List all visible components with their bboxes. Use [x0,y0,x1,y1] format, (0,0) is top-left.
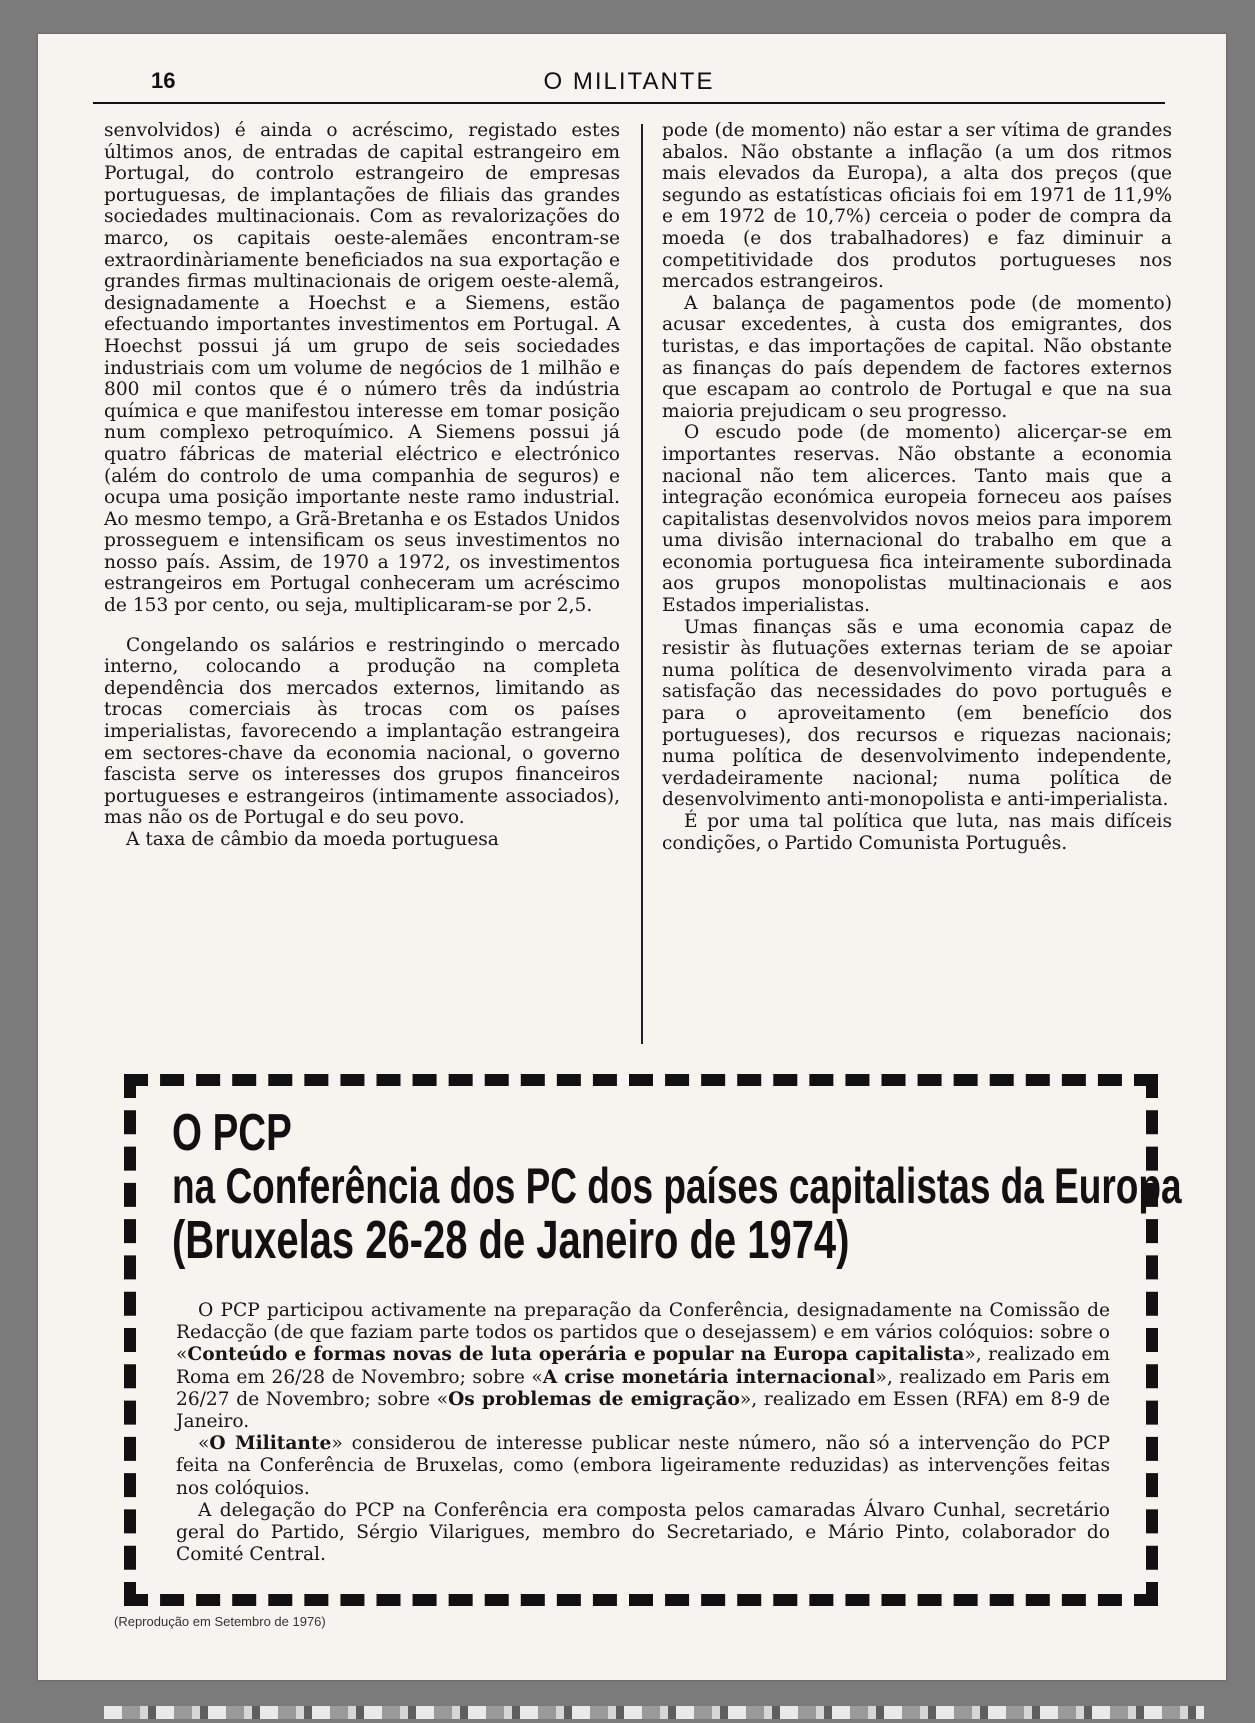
box-p1-text-g: », realizado em Essen (RFA) em 8-9 de Janeiro. [176,1388,1110,1433]
colloquium-title-essen: Os problemas de emigração [448,1388,740,1410]
box-paragraph-3: A delegação do PCP na Conferência era composta pelos camaradas Álvaro Cunhal, secretário geral do Partido, Sérgio Vilarigues, membro do Secretariado, e Mário Pinto, colaborador do Comité Central. [176,1499,1110,1566]
box-title-line-1: O PCP [172,1104,292,1162]
announcement-box [124,1074,1182,1606]
box-p1-text-e: », realizado em Paris em 26/27 de Novembro; sobre « [176,1366,1111,1410]
left-paragraph-2: Congelando os salários e restringindo o mercado interno, colocando a produção na completa dependência dos mercados externos, limitando as trocas comerciais às trocas com os países imperialistas, favorecendo a implantação estrangeira em sectores-chave da economia nacional, o governo fascista serve os interesses dos grupos financeiros portugueses e estrangeiros (intimamente associados), mas não os de Portugal e do seu povo. [104,634,620,829]
right-paragraph-5: É por uma tal política que luta, nas mais difíceis condições, o Partido Comunista Português. [662,811,1172,854]
box-paragraph-2 [176,1433,1110,1500]
reproduction-note: (Reprodução em Setembro de 1976) [114,1614,326,1629]
right-paragraph-2: A balança de pagamentos pode (de momento) acusar excedentes, à custa dos emigrantes, dos turistas, e das importações de capital. Não obstante as finanças do país dependem de factores externos que escapam ao controlo de Portugal e que na sua maioria prejudicam o seu progresso. [662,292,1172,422]
box-p1-text-c: », realizado em Roma em 26/28 de Novembro; sobre « [176,1344,1110,1388]
colloquium-title-paris: A crise monetária internacional [542,1366,876,1388]
box-paragraph-1 [176,1300,1110,1433]
box-body [176,1300,1110,1566]
right-column [662,120,1172,854]
right-paragraph-1: pode (de momento) não estar a ser vítima de grandes abalos. Não obstante a inflação (a um dos ritmos mais elevados da Europa), a alta dos preços (que segundo as estatísticas oficiais foi em 1971 de 11,9% e em 1972 de 10,7%) cerceia o poder de compra da moeda (e dos trabalhadores) e faz diminuir a competitividade dos produtos portugueses nos mercados estrangeiros. [662,120,1172,293]
box-title-line-2: na Conferência dos PC dos países capitalistas da Europa [172,1158,1182,1215]
box-p2-text-c: » considerou de interesse publicar neste número, não só a intervenção do PCP feita na Conferência de Bruxelas, como (embora ligeiramente reduzidas) as intervenções feitas nos colóquios. [176,1433,1110,1499]
left-column [104,120,620,851]
right-paragraph-4: Umas finanças sãs e uma economia capaz de resistir às flutuações externas teriam de se apoiar numa política de desenvolvimento virada para a satisfação das necessidades do povo português e para o aproveitamento (em benefício dos portugueses), dos recursos e riquezas nacionais; numa política de desenvolvimento independente, verdadeiramente nacional; numa política de desenvolvimento anti-monopolista e anti-imperialista. [662,616,1172,811]
publication-name: O Militante [209,1433,332,1455]
scan-color-strip [104,1706,1204,1719]
masthead-title: O MILITANTE [543,68,715,95]
page-number: 16 [151,68,176,93]
box-p1-text-a: O PCP participou activamente na preparação da Conferência, designadamente na Comissão de Redacção (de que faziam parte todos os partidos que o desejassem) e em vários colóquios: sobre o « [176,1300,1110,1366]
colloquium-title-rome: Conteúdo e formas novas de luta operária e popular na Europa capitalista [187,1344,965,1366]
box-title-line-3: (Bruxelas 26-28 de Janeiro de 1974) [172,1210,850,1271]
left-paragraph-3: A taxa de câmbio da moeda portuguesa [126,829,499,850]
page-header [93,62,1165,104]
box-p2-text-a: « [198,1433,210,1455]
right-paragraph-3: O escudo pode (de momento) alicerçar-se em importantes reservas. Não obstante a economia nacional não tem alicerces. Tanto mais que a integração económica europeia forneceu aos países capitalistas desenvolvidos novos meios para imporem uma divisão internacional do trabalho em que a economia portuguesa fica inteiramente subordinada aos grupos monopolistas multinacionais e aos Estados imperialistas. [662,422,1172,617]
left-paragraph-1: senvolvidos) é ainda o acréscimo, registado estes últimos anos, de entradas de capital estrangeiro em Portugal, do controlo estrangeiro de empresas portuguesas, de implantações de filiais das grandes sociedades multinacionais. Com as revalorizações do marco, os capitais oeste-alemães encontram-se extraordinàriamente beneficiados na sua exportação e grandes firmas multinacionais de origem oeste-alemã, designadamente a Hoechst e a Siemens, estão efectuando importantes investimentos em Portugal. A Hoechst possui já um grupo de seis sociedades industriais com um volume de negócios de 1 milhão e 800 mil contos que é o número três da indústria química e que manifestou interesse em tomar posição num complexo petroquímico. A Siemens possui já quatro fábricas de material eléctrico e electrónico (além do controlo de uma companhia de seguros) e ocupa uma posição importante neste ramo industrial. Ao mesmo tempo, a Grã-Bretanha e os Estados Unidos prosseguem e intensificam os seus investimentos no nosso país. Assim, de 1970 a 1972, os investimentos estrangeiros em Portugal conheceram um acréscimo de 153 por cento, ou seja, multiplicaram-se por 2,5. [104,120,620,617]
box-headline [172,1104,1182,1271]
column-divider [641,124,643,1044]
